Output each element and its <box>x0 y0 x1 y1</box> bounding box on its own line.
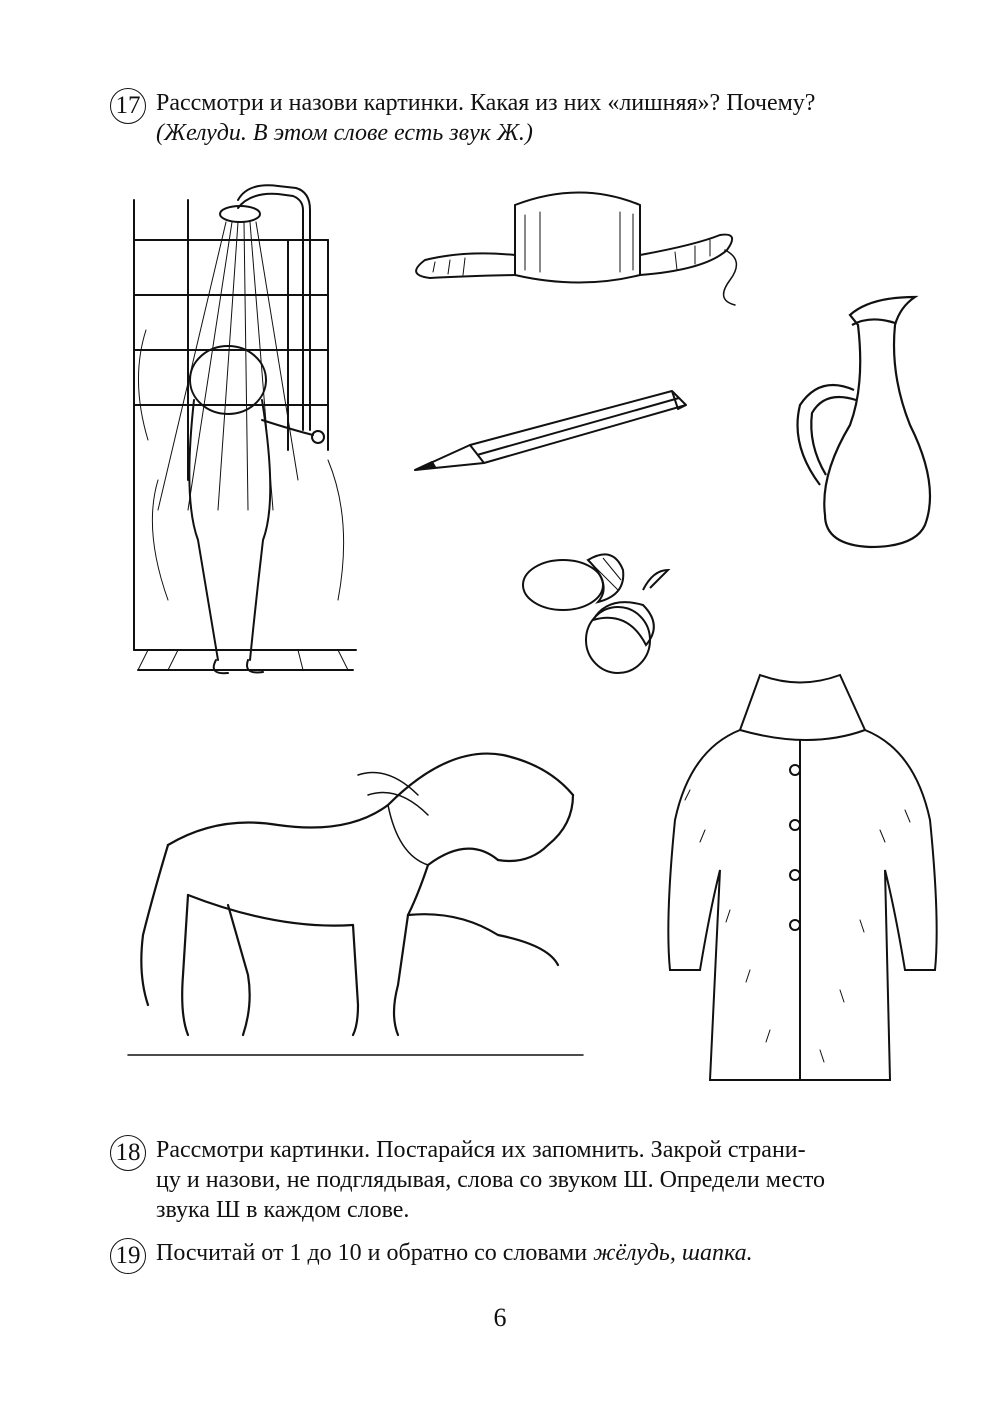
task-19-instruction: Посчитай от 1 до 10 и обратно со словами <box>156 1240 594 1266</box>
task-17 <box>110 88 950 148</box>
task-number-badge: 17 <box>110 88 146 124</box>
acorns-illustration <box>518 540 673 675</box>
fur-coat-illustration <box>660 670 945 1090</box>
acorns-icon <box>518 540 673 675</box>
task-19 <box>110 1238 950 1268</box>
jug-illustration <box>790 295 945 550</box>
page-number: 6 <box>493 1303 507 1332</box>
task-19-words: жёлудь, шапка. <box>593 1240 753 1266</box>
jug-icon <box>790 295 945 550</box>
task-17-text: Рассмотри и назови картинки. Какая из них «лишняя»? Почему? <box>156 90 816 116</box>
task-18-line-3: звука Ш в каждом слове. <box>156 1197 410 1223</box>
horse-icon <box>128 735 583 1075</box>
fur-hat-icon <box>405 180 757 310</box>
task-18-line-1: Рассмотри картинки. Постарайся их запомнить. Закрой страни- <box>156 1137 806 1163</box>
task-number-badge: 18 <box>110 1135 146 1171</box>
pencil-illustration <box>410 385 690 477</box>
shower-illustration <box>128 180 363 685</box>
task-18 <box>110 1135 950 1225</box>
horse-illustration <box>128 735 583 1075</box>
task-18-line-2: цу и назови, не подглядывая, слова со звуком Ш. Определи место <box>156 1167 826 1193</box>
task-number-badge: 19 <box>110 1238 146 1274</box>
task-17-answer: (Желуди. В этом слове есть звук Ж.) <box>156 120 533 146</box>
fur-coat-icon <box>660 670 945 1090</box>
shower-icon <box>128 180 363 685</box>
task-19-text <box>156 1238 950 1268</box>
pencil-icon <box>410 385 690 477</box>
fur-hat-illustration <box>405 180 757 310</box>
